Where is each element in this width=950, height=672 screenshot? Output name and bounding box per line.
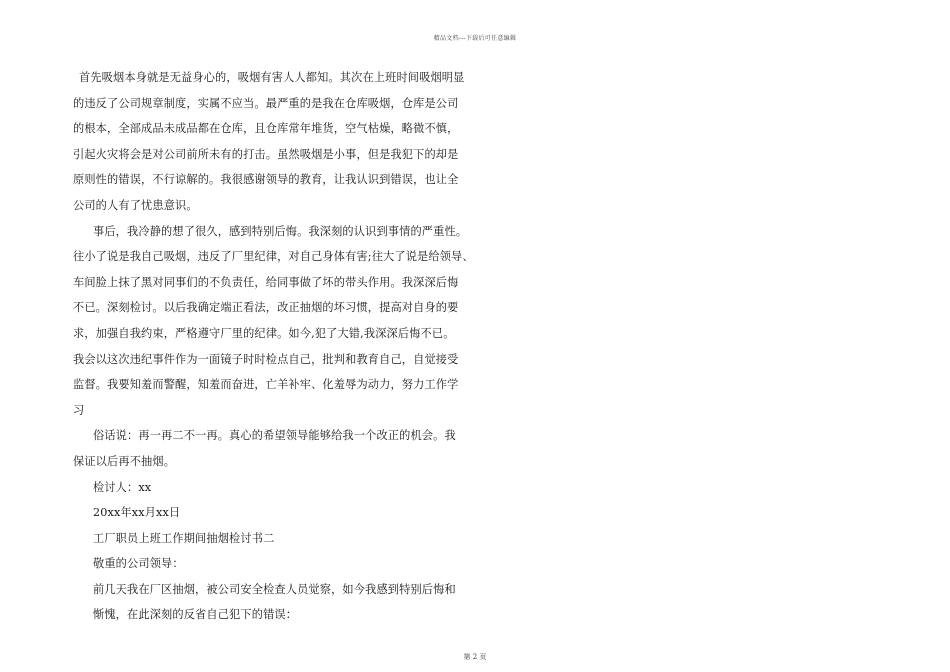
body-line: 不已。深刻检讨。以后我确定端正看法，改正抽烟的坏习惯，提高对自身的要 [73,301,459,315]
body-line: 检讨人：xx [93,480,152,494]
body-line: 往小了说是我自己吸烟，违反了厂里纪律，对自己身体有害;往大了说是给领导、 [73,250,474,264]
page-footer: 第 2 页 [463,653,487,661]
body-line: 首先吸烟本身就是无益身心的，吸烟有害人人都知。其次在上班时间吸烟明显 [79,71,465,84]
body-line: 惭愧，在此深刻的反省自己犯下的错误： [93,608,298,622]
body-line: 工厂职员上班工作期间抽烟检讨书二 [93,531,275,545]
body-line: 监督。我要知羞而警醒，知羞而奋进，亡羊补牢、化羞辱为动力，努力工作学 [73,378,459,392]
body-line: 原则性的错误，不行谅解的。我很感谢领导的教育，让我认识到错误，也让全 [73,173,459,187]
body-line: 习 [73,403,85,417]
body-line: 的违反了公司规章制度，实属不应当。最严重的是我在仓库吸烟，仓库是公司 [73,96,459,110]
page-header: 精品文档---下载后可任意编辑 [433,35,517,42]
body-line: 引起火灾将会是对公司前所未有的打击。虽然吸烟是小事，但是我犯下的却是 [73,147,459,161]
body-line: 20xx年xx月xx日 [93,506,181,520]
body-line: 俗话说：再一再二不一再。真心的希望领导能够给我一个改正的机会。我 [93,429,456,443]
body-line: 车间脸上抹了黑对同事们的不负责任，给同事做了坏的带头作用。我深深后悔 [73,275,459,289]
body-line: 前几天我在厂区抽烟，被公司安全检查人员觉察，如今我感到特别后悔和 [93,582,456,596]
body-line: 的根本，全部成品未成品都在仓库，且仓库常年堆货，空气枯燥，略微不慎， [73,122,459,136]
body-line: 事后，我冷静的想了很久，感到特别后悔。我深刻的认识到事情的严重性。 [93,224,468,238]
body-line: 保证以后再不抽烟。 [73,454,176,468]
document-body [73,65,493,628]
body-line: 求，加强自我约束，严格遵守厂里的纪律。如今,犯了大错,我深深后悔不已。 [73,326,455,340]
body-line: 敬重的公司领导： [93,557,184,571]
body-line: 公司的人有了忧患意识。 [73,198,198,212]
body-line: 我会以这次违纪事件作为一面镜子时时检点自己，批判和教育自己，自觉接受 [73,352,459,366]
